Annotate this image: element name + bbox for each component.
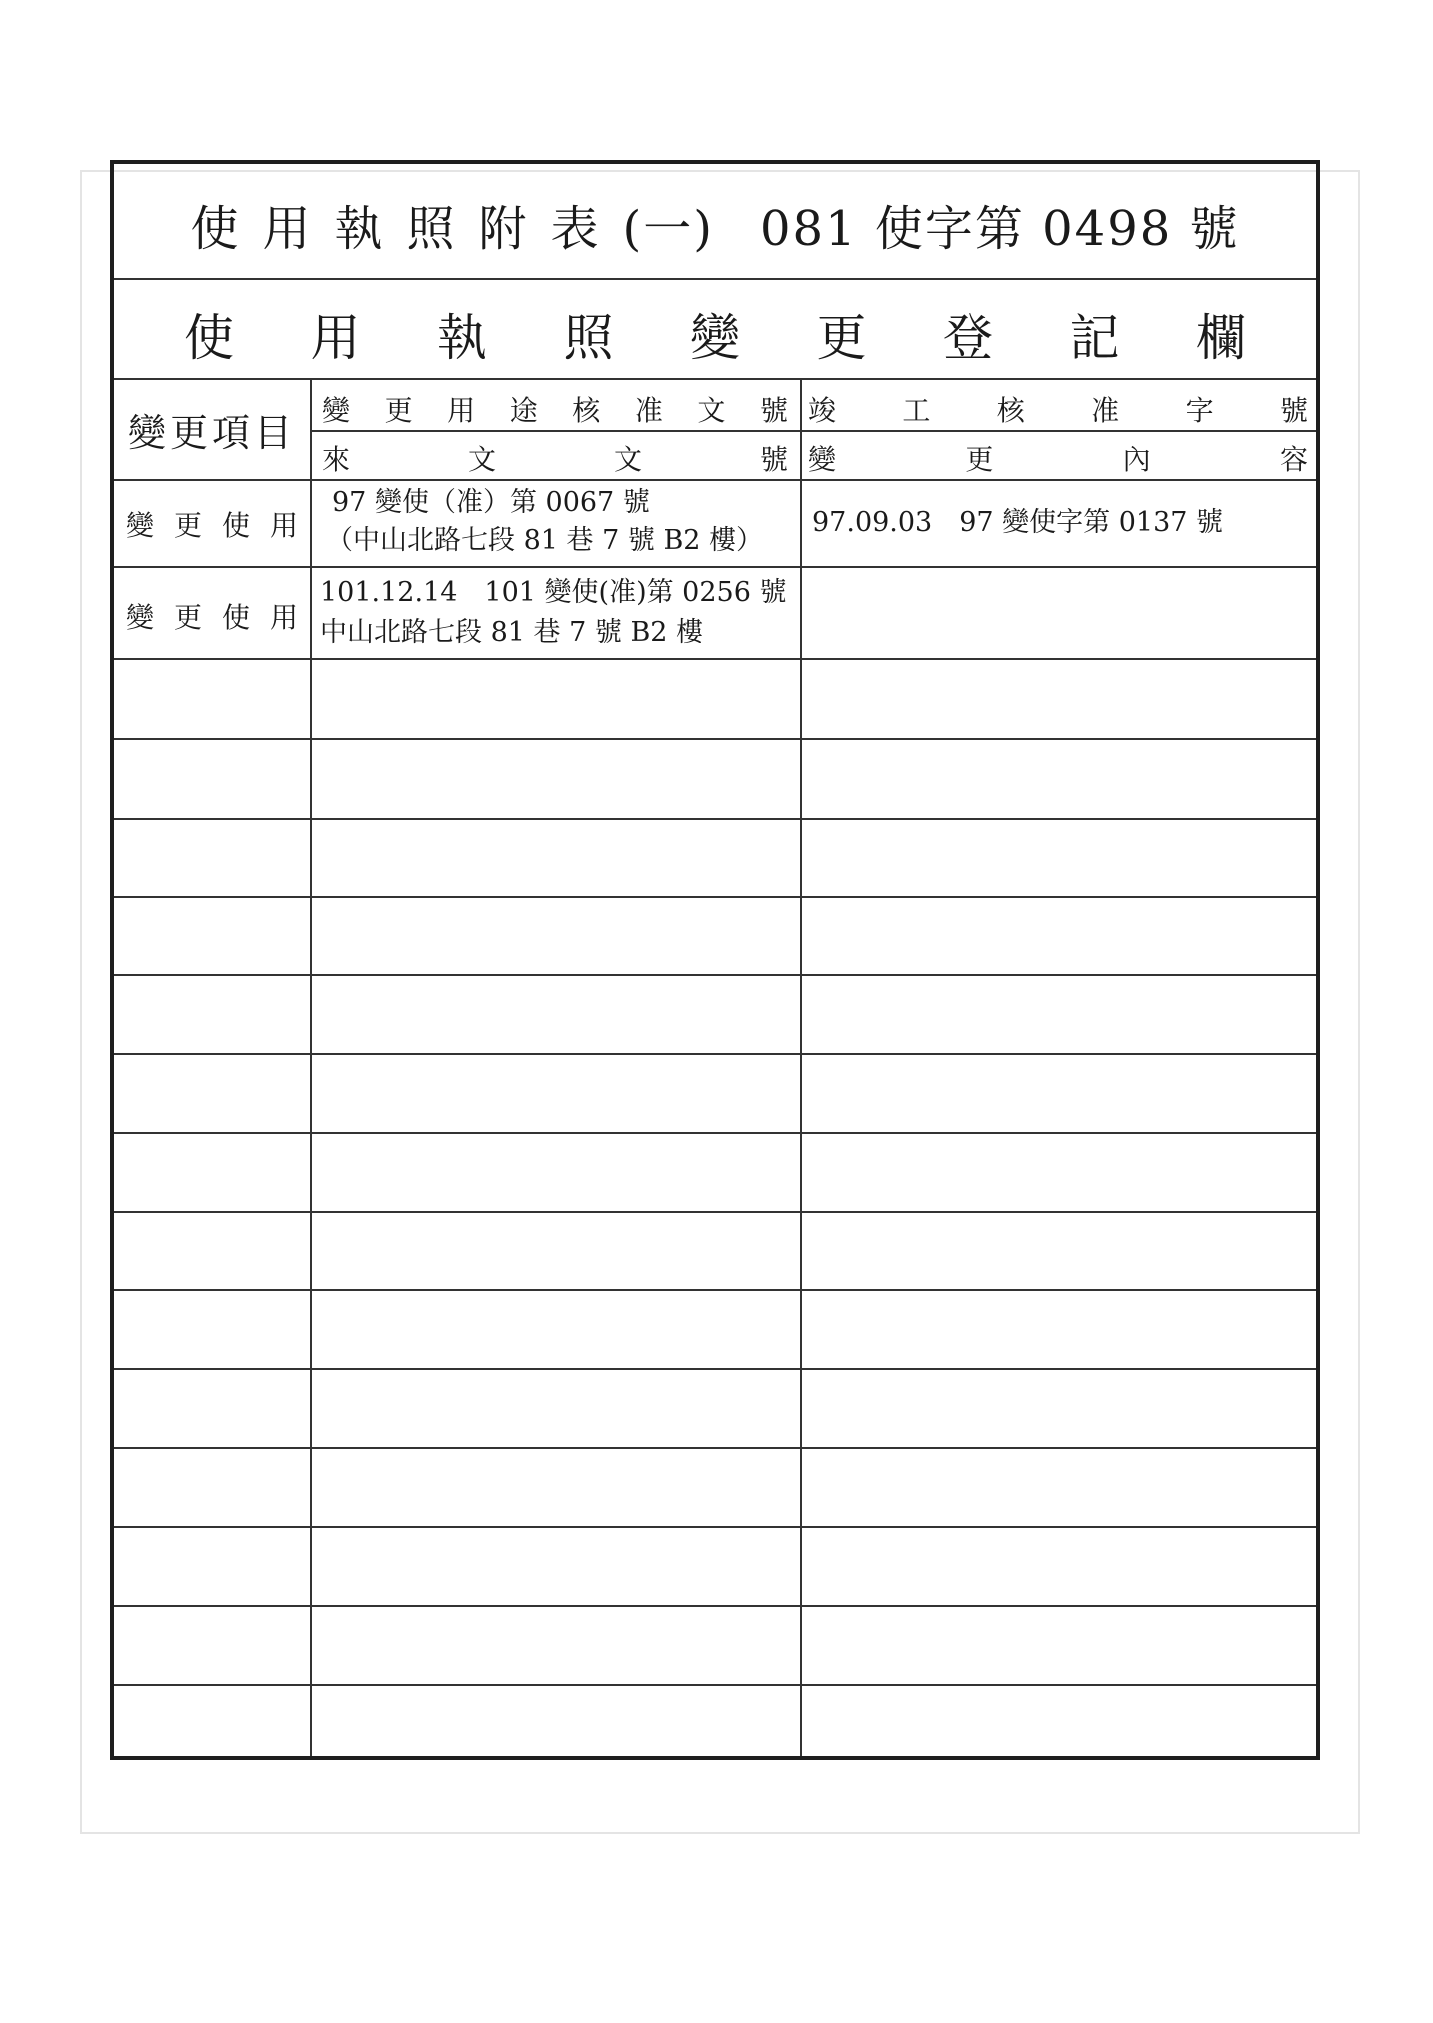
subtitle-char: 執 xyxy=(437,309,487,367)
header-char: 更 xyxy=(965,443,994,476)
header-char: 文 xyxy=(697,394,726,427)
row-divider xyxy=(114,658,1316,660)
row-divider xyxy=(114,738,1316,740)
row-1-doc-line2: （中山北路七段 81 巷 7 號 B2 樓） xyxy=(326,525,764,556)
subtitle-char: 照 xyxy=(563,309,614,367)
header-change-content xyxy=(808,438,1308,478)
subtitle-char: 登 xyxy=(943,309,993,367)
usage-license-table xyxy=(110,160,1320,1760)
header-char: 變 xyxy=(808,443,837,476)
row-divider xyxy=(114,1605,1316,1607)
header-approval-doc-no xyxy=(322,389,788,429)
header-char: 內 xyxy=(1122,443,1151,476)
row-divider xyxy=(114,1368,1316,1370)
header-char: 核 xyxy=(996,394,1025,427)
subtitle-char: 欄 xyxy=(1196,309,1246,367)
row-divider xyxy=(114,1132,1316,1134)
title-char: 執 xyxy=(334,201,407,257)
header-char: 文 xyxy=(467,443,496,476)
header-change-item: 變更項目 xyxy=(127,411,296,455)
header-char: 容 xyxy=(1279,443,1308,476)
row-1-approval: 97.09.03 97 變使字第 0137 號 xyxy=(812,507,1224,538)
row-2-doc-line2: 中山北路七段 81 巷 7 號 B2 樓 xyxy=(320,617,704,648)
row-2-doc-line1: 101.12.14 101 變使(准)第 0256 號 xyxy=(320,577,787,608)
row-divider xyxy=(114,818,1316,820)
title-char: 表 xyxy=(550,201,623,257)
item-char: 變 xyxy=(126,509,155,542)
title-char: 附 xyxy=(478,201,551,257)
header-char: 途 xyxy=(509,394,538,427)
header-char: 更 xyxy=(384,394,413,427)
item-char: 更 xyxy=(173,509,202,542)
row-divider xyxy=(114,1526,1316,1528)
license-number: 081 使字第 0498 號 xyxy=(760,201,1240,257)
title-char: 照 xyxy=(406,201,479,257)
item-char: 使 xyxy=(221,509,250,542)
title-char: (一) xyxy=(622,201,714,257)
row-divider xyxy=(114,566,1316,568)
item-char: 用 xyxy=(269,601,298,634)
title-char: 用 xyxy=(262,201,335,257)
header-incoming-doc-no xyxy=(322,438,788,478)
row-divider xyxy=(114,1211,1316,1213)
subtitle-char: 更 xyxy=(816,309,867,367)
subtitle-row xyxy=(114,280,1316,380)
item-char: 更 xyxy=(173,601,202,634)
row-2-item xyxy=(126,596,298,636)
row-divider xyxy=(114,896,1316,898)
page-title xyxy=(114,190,1316,259)
title-char: 使 xyxy=(190,201,263,257)
header-char: 號 xyxy=(759,394,788,427)
section-title xyxy=(184,298,1246,370)
header-char: 來 xyxy=(322,443,351,476)
subtitle-char: 變 xyxy=(690,309,740,367)
header-char: 准 xyxy=(1091,394,1120,427)
header-char: 竣 xyxy=(808,394,837,427)
header-char: 工 xyxy=(902,394,931,427)
header-char: 號 xyxy=(759,443,788,476)
row-1-doc-line1: 97 變使（准）第 0067 號 xyxy=(332,487,650,518)
header-char: 核 xyxy=(572,394,601,427)
row-divider xyxy=(114,974,1316,976)
item-char: 變 xyxy=(126,601,155,634)
header-char: 字 xyxy=(1185,394,1214,427)
header-char: 文 xyxy=(613,443,642,476)
header-bottom-line xyxy=(114,479,1316,481)
header-char: 准 xyxy=(634,394,663,427)
item-char: 使 xyxy=(221,601,250,634)
subtitle-char: 記 xyxy=(1069,309,1120,367)
title-row xyxy=(114,164,1316,280)
header-char: 號 xyxy=(1279,394,1308,427)
header-completion-approval-no xyxy=(808,389,1308,429)
subtitle-char: 用 xyxy=(310,309,361,367)
subtitle-char: 使 xyxy=(184,309,234,367)
row-divider xyxy=(114,1684,1316,1686)
header-split-line xyxy=(310,430,1316,432)
row-divider xyxy=(114,1447,1316,1449)
row-1-item xyxy=(126,504,298,544)
header-char: 變 xyxy=(322,394,351,427)
row-divider xyxy=(114,1053,1316,1055)
column-divider xyxy=(800,380,802,1756)
row-divider xyxy=(114,1289,1316,1291)
header-char: 用 xyxy=(447,394,476,427)
column-divider xyxy=(310,380,312,1756)
item-char: 用 xyxy=(269,509,298,542)
